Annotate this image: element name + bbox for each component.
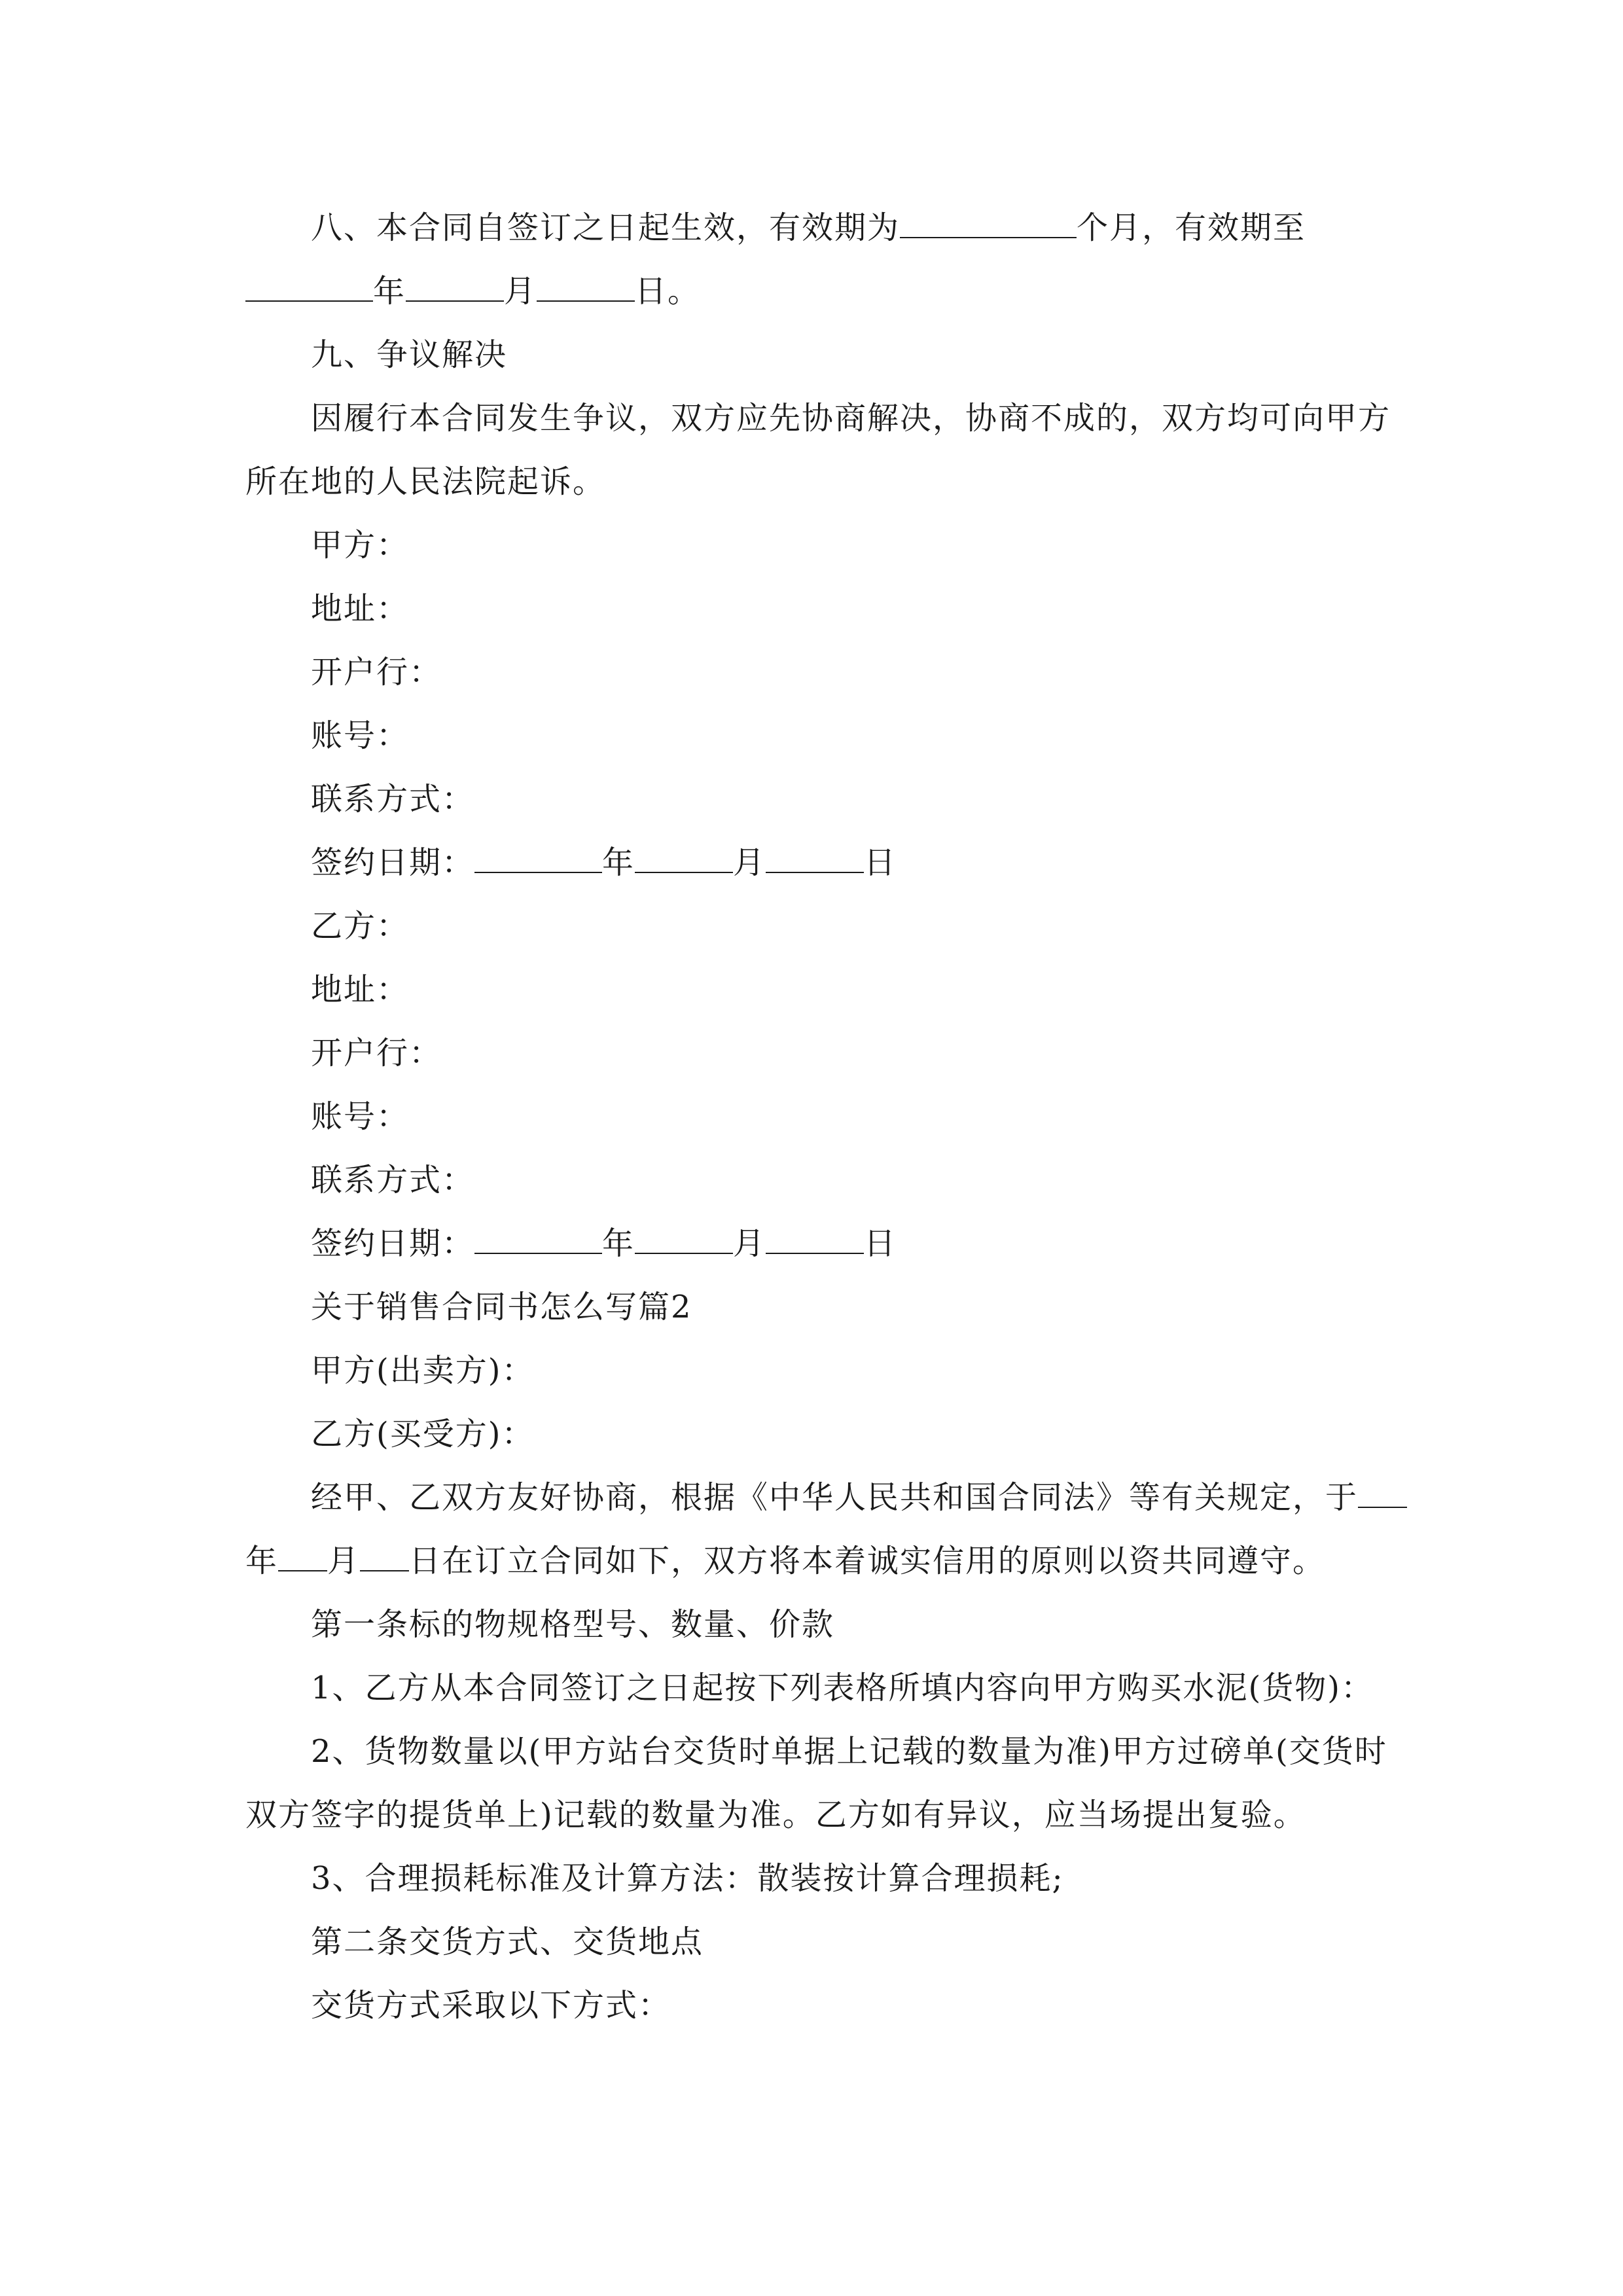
- expiry-day-blank[interactable]: [537, 272, 635, 302]
- expiry-year-blank[interactable]: [245, 272, 373, 302]
- party-b-bank-label: 开户行：: [311, 1035, 442, 1071]
- day-label: 日: [864, 1225, 897, 1262]
- month-label: 月: [327, 1543, 361, 1579]
- year-label: 年: [373, 273, 406, 310]
- article2-title: 第二条交货方式、交货地点: [311, 1924, 704, 1960]
- party-a-address-label: 地址：: [311, 590, 410, 627]
- party-b-address-label: 地址：: [311, 971, 410, 1008]
- clause9-title: 九、争议解决: [311, 336, 508, 373]
- sign-date-label: 签约日期：: [311, 844, 475, 881]
- party-a-month-blank[interactable]: [635, 843, 733, 873]
- month-label: 月: [733, 1225, 766, 1262]
- item3: 3、合理损耗标准及计算方法：散装按计算合理损耗;: [311, 1860, 1064, 1897]
- party-a-account-label: 账号：: [311, 717, 410, 754]
- clause8-line1: [311, 208, 1306, 247]
- intro-line2: [245, 1541, 1325, 1581]
- clause8-text: 八、本合同自签订之日起生效，有效期为: [311, 209, 901, 246]
- section2-title: 关于销售合同书怎么写篇2: [311, 1289, 692, 1325]
- party-b-month-blank[interactable]: [635, 1224, 733, 1254]
- clause9-text-line1: 因履行本合同发生争议，双方应先协商解决，协商不成的，双方均可向甲方: [311, 400, 1391, 437]
- intro-text-2: 日在订立合同如下，双方将本着诚实信用的原则以资共同遵守。: [409, 1543, 1326, 1579]
- item2-line2: 双方签字的提货单上)记载的数量为准。乙方如有异议，应当场提出复验。: [245, 1797, 1306, 1833]
- clause9-text-line2: 所在地的人民法院起诉。: [245, 463, 606, 500]
- month-label: 月: [504, 273, 537, 310]
- sign-date-label: 签约日期：: [311, 1225, 475, 1262]
- delivery-method: 交货方式采取以下方式：: [311, 1987, 671, 2024]
- intro-day-blank[interactable]: [360, 1541, 409, 1571]
- buyer-label: 乙方(买受方)：: [311, 1416, 535, 1452]
- month-label: 月: [733, 844, 766, 881]
- party-b-sign-date: [311, 1224, 897, 1263]
- year-label: 年: [602, 844, 635, 881]
- party-b-day-blank[interactable]: [766, 1224, 864, 1254]
- party-a-name-label: 甲方：: [311, 527, 410, 564]
- party-b-year-blank[interactable]: [474, 1224, 602, 1254]
- seller-label: 甲方(出卖方)：: [311, 1352, 535, 1389]
- item2-line1: 2、货物数量以(甲方站台交货时单据上记载的数量为准)甲方过磅单(交货时: [311, 1733, 1387, 1770]
- party-a-contact-label: 联系方式：: [311, 781, 475, 817]
- item1: 1、乙方从本合同签订之日起按下列表格所填内容向甲方购买水泥(货物)：: [311, 1670, 1374, 1706]
- clause8-text-2: 个月，有效期至: [1077, 209, 1306, 246]
- party-a-sign-date: [311, 843, 897, 882]
- party-b-contact-label: 联系方式：: [311, 1162, 475, 1198]
- day-label: 日。: [635, 273, 701, 310]
- intro-text: 经甲、乙双方友好协商，根据《中华人民共和国合同法》等有关规定，于: [311, 1479, 1359, 1516]
- day-label: 日: [864, 844, 897, 881]
- year-label: 年: [245, 1543, 279, 1579]
- clause8-line2: [245, 272, 700, 311]
- party-b-account-label: 账号：: [311, 1098, 410, 1135]
- validity-months-blank[interactable]: [900, 208, 1077, 238]
- intro-line1: [311, 1478, 1407, 1517]
- party-b-name-label: 乙方：: [311, 908, 410, 944]
- party-a-bank-label: 开户行：: [311, 654, 442, 691]
- expiry-month-blank[interactable]: [406, 272, 504, 302]
- intro-year-blank[interactable]: [1358, 1478, 1407, 1508]
- year-label: 年: [602, 1225, 635, 1262]
- party-a-year-blank[interactable]: [474, 843, 602, 873]
- article1-title: 第一条标的物规格型号、数量、价款: [311, 1606, 835, 1643]
- intro-month-blank[interactable]: [278, 1541, 327, 1571]
- party-a-day-blank[interactable]: [766, 843, 864, 873]
